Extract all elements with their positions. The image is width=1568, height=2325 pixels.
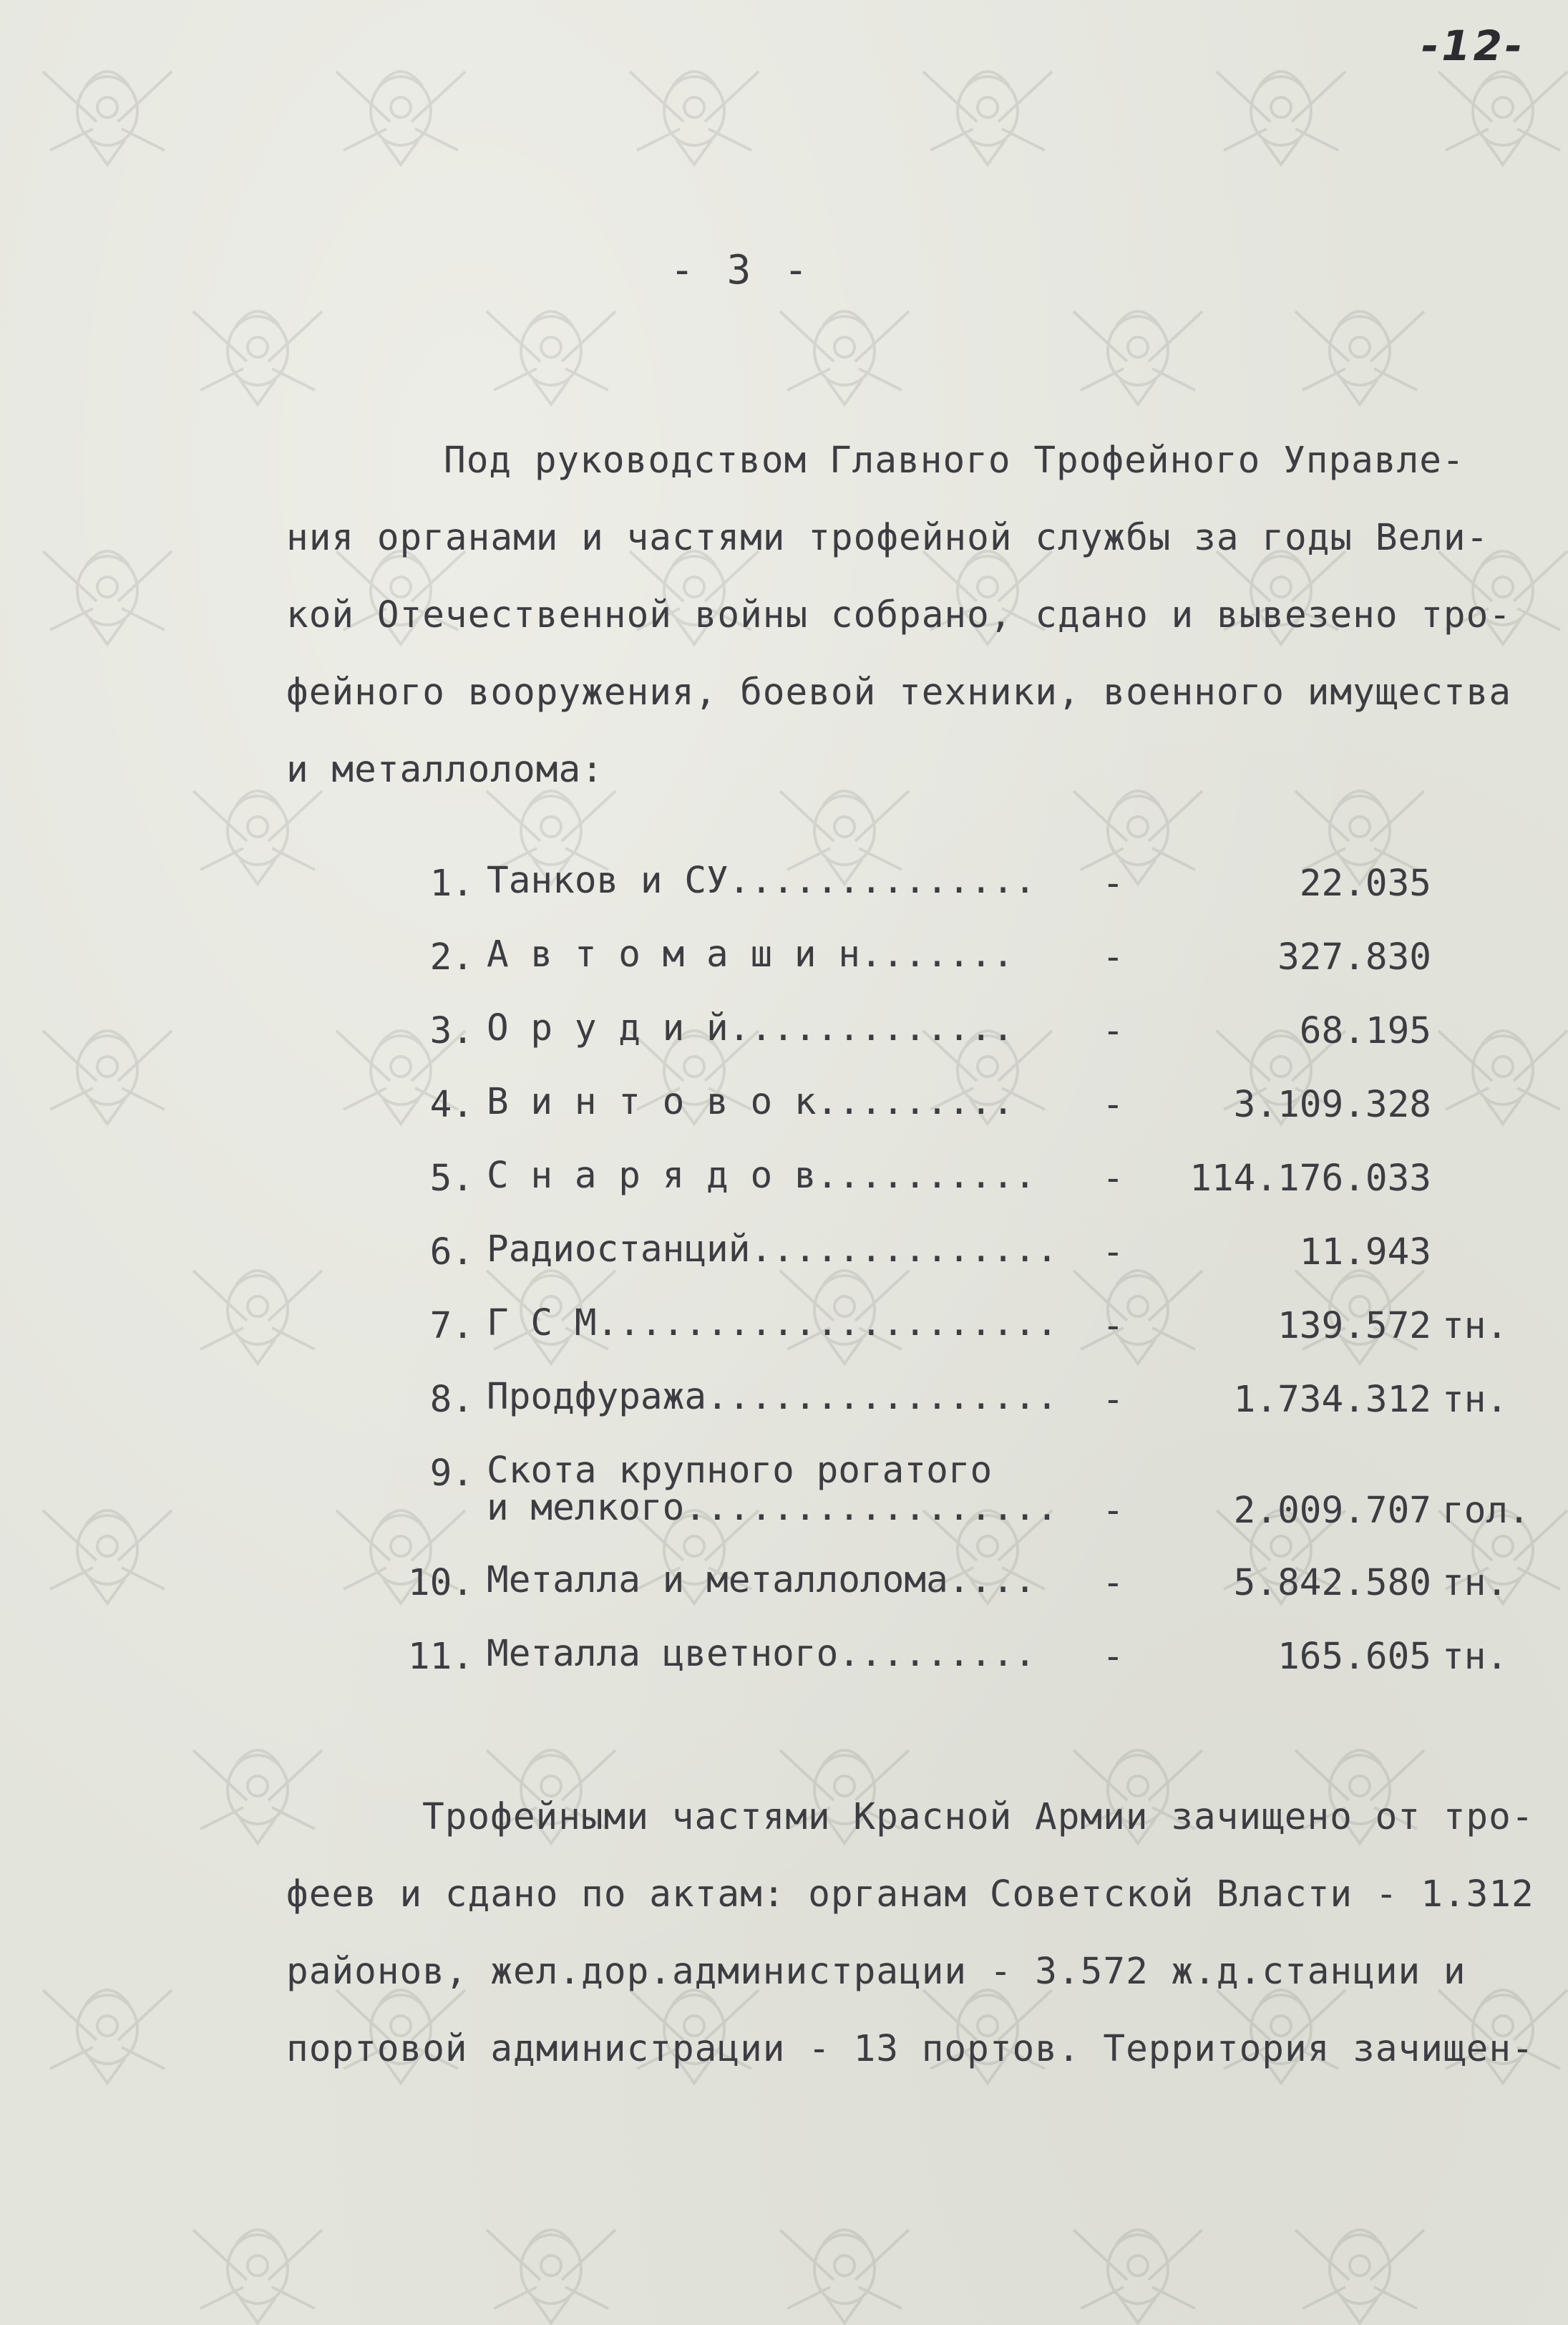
- item-quantity: 5.842.580: [1233, 1562, 1431, 1604]
- watermark-emblem-icon: [29, 1002, 186, 1145]
- list-item: [386, 1559, 1546, 1636]
- item-unit: тн.: [1442, 1636, 1509, 1678]
- item-name-line: Металла и металлолома....: [487, 1559, 1036, 1601]
- item-name: [487, 1452, 1167, 1527]
- item-name-line: О р у д и й.............: [487, 1007, 1014, 1049]
- list-item: [386, 933, 1546, 1010]
- list-item: [386, 860, 1546, 936]
- item-unit: тн.: [1442, 1379, 1509, 1421]
- item-quantity: 22.035: [1299, 863, 1431, 905]
- watermark-emblem-icon: [29, 523, 186, 666]
- item-dash: -: [1102, 1305, 1124, 1347]
- item-unit: тн.: [1442, 1305, 1509, 1347]
- list-item: [386, 1302, 1546, 1379]
- list-item: [386, 1228, 1546, 1305]
- item-name-line: В и н т о в о к.........: [487, 1081, 1014, 1123]
- item-number: 8.: [429, 1379, 474, 1421]
- intro-line: фейного вооружения, боевой техники, военного имущества: [286, 671, 1512, 714]
- outro-line: районов, жел.дор.администрации - 3.572 ж.д.станции и: [286, 1951, 1466, 1993]
- item-dash: -: [1102, 1231, 1124, 1273]
- item-name-line: С н а р я д о в..........: [487, 1155, 1036, 1197]
- watermark-emblem-icon: [29, 43, 186, 186]
- item-quantity: 327.830: [1277, 936, 1431, 979]
- item-quantity: 68.195: [1299, 1010, 1431, 1052]
- outro-line: портовой администрации - 13 портов. Территория зачищен-: [286, 2028, 1534, 2070]
- intro-line: кой Отечественной войны собрано, сдано и вывезено тро-: [286, 594, 1512, 636]
- item-number: 1.: [429, 863, 474, 905]
- watermark-emblem-icon: [29, 1482, 186, 1625]
- item-number: 9.: [429, 1452, 474, 1495]
- intro-line: Под руководством Главного Трофейного Управле-: [444, 440, 1465, 482]
- item-name-line: Танков и СУ..............: [487, 860, 1036, 902]
- item-quantity: 165.605: [1277, 1636, 1431, 1678]
- item-number: 10.: [407, 1562, 474, 1604]
- page-number: - 3 -: [670, 247, 812, 293]
- item-name-line: А в т о м а ш и н.......: [487, 933, 1014, 976]
- item-name: [487, 1081, 1167, 1123]
- item-number: 5.: [429, 1157, 474, 1200]
- item-quantity: 1.734.312: [1233, 1379, 1431, 1421]
- item-name: [487, 1376, 1167, 1418]
- watermark-emblem-icon: [1281, 283, 1438, 426]
- watermark-emblem-icon: [1059, 283, 1217, 426]
- outro-paragraph: [286, 1779, 1534, 2088]
- item-number: 7.: [429, 1305, 474, 1347]
- watermark-emblem-icon: [766, 283, 923, 426]
- item-dash: -: [1102, 1379, 1124, 1421]
- watermark-emblem-icon: [1202, 43, 1360, 186]
- item-unit: тн.: [1442, 1562, 1509, 1604]
- list-item: [386, 1376, 1546, 1452]
- item-name-line: Скота крупного рогатого: [487, 1450, 993, 1492]
- item-name-line: Металла цветного.........: [487, 1633, 1036, 1675]
- list-item: [386, 1157, 1546, 1231]
- watermark-emblem-icon: [472, 283, 630, 426]
- list-item: [386, 1452, 1546, 1562]
- item-dash: -: [1102, 1490, 1124, 1532]
- item-number: 3.: [429, 1010, 474, 1052]
- item-dash: -: [1102, 1010, 1124, 1052]
- watermark-emblem-icon: [472, 2201, 630, 2325]
- item-number: 6.: [429, 1231, 474, 1273]
- trophy-list: [386, 860, 1546, 1709]
- intro-line: ния органами и частями трофейной службы за годы Вели-: [286, 517, 1489, 559]
- intro-paragraph: [286, 422, 1511, 809]
- watermark-emblem-icon: [179, 2201, 336, 2325]
- item-name-line: Радиостанций..............: [487, 1228, 1058, 1271]
- watermark-emblem-icon: [179, 1242, 336, 1385]
- item-name-line: Г С М.....................: [487, 1302, 1058, 1344]
- list-item: [386, 1007, 1546, 1084]
- watermark-emblem-icon: [615, 43, 773, 186]
- item-name: [487, 1007, 1167, 1049]
- outro-line: феев и сдано по актам: органам Советской Власти - 1.312: [286, 1873, 1534, 1916]
- outro-line: Трофейными частями Красной Армии зачищено от тро-: [422, 1796, 1534, 1838]
- watermark-emblem-icon: [322, 43, 479, 186]
- item-quantity: 114.176.033: [1189, 1157, 1431, 1200]
- item-name: [487, 1302, 1167, 1344]
- watermark-emblem-icon: [766, 2201, 923, 2325]
- item-number: 2.: [429, 936, 474, 979]
- item-name: [487, 933, 1167, 976]
- item-dash: -: [1102, 1636, 1124, 1678]
- item-quantity: 2.009.707: [1233, 1490, 1431, 1532]
- list-item: [386, 1633, 1546, 1709]
- item-name: [487, 1559, 1167, 1601]
- item-number: 11.: [407, 1636, 474, 1678]
- item-dash: -: [1102, 936, 1124, 979]
- list-item: [386, 1081, 1546, 1157]
- item-quantity: 11.943: [1299, 1231, 1431, 1273]
- item-name-line: Продфуража................: [487, 1376, 1058, 1418]
- item-number: 4.: [429, 1084, 474, 1126]
- archive-sheet-number: -12-: [1421, 21, 1525, 70]
- watermark-emblem-icon: [1281, 2201, 1438, 2325]
- watermark-emblem-icon: [179, 283, 336, 426]
- watermark-emblem-icon: [29, 1961, 186, 2105]
- item-name: [487, 1633, 1167, 1675]
- watermark-emblem-icon: [1059, 2201, 1217, 2325]
- item-name: [487, 1228, 1167, 1271]
- item-dash: -: [1102, 863, 1124, 905]
- intro-line: и металлолома:: [286, 749, 604, 791]
- item-name-line: и мелкого.................: [487, 1487, 1058, 1529]
- watermark-emblem-icon: [909, 43, 1066, 186]
- item-dash: -: [1102, 1562, 1124, 1604]
- item-dash: -: [1102, 1084, 1124, 1126]
- item-dash: -: [1102, 1157, 1124, 1200]
- item-name: [487, 860, 1167, 902]
- item-unit: гол.: [1442, 1490, 1530, 1532]
- item-quantity: 139.572: [1277, 1305, 1431, 1347]
- item-quantity: 3.109.328: [1233, 1084, 1431, 1126]
- item-name: [487, 1157, 1167, 1195]
